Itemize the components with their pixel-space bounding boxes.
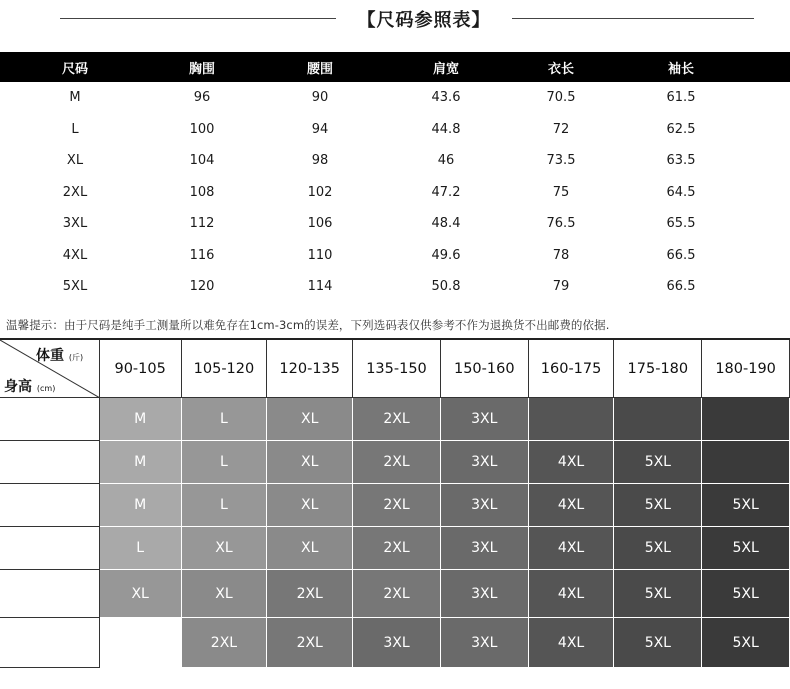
size-cell: M bbox=[100, 484, 182, 527]
size-chart-row bbox=[0, 82, 790, 114]
cell-chest: 100 bbox=[189, 121, 215, 137]
weight-col-2: 105-120 bbox=[182, 340, 268, 398]
weight-unit: (斤) bbox=[68, 353, 84, 362]
height-range-label: 175-180cm bbox=[0, 527, 100, 570]
weight-col-6: 160-175 bbox=[529, 340, 615, 398]
weight-axis-label bbox=[36, 345, 83, 365]
size-cell: 2XL bbox=[353, 570, 441, 618]
size-cell: 3XL bbox=[441, 398, 529, 441]
size-cell: 5XL bbox=[702, 527, 790, 570]
cell-length: 75 bbox=[552, 184, 570, 200]
cell-shoulder: 44.8 bbox=[431, 121, 461, 137]
cell-waist: 90 bbox=[311, 90, 329, 106]
size-chart-row bbox=[0, 114, 790, 146]
cell-waist: 98 bbox=[311, 153, 329, 169]
size-cell: 5XL bbox=[614, 441, 702, 484]
title-row bbox=[0, 0, 790, 40]
title-divider-right bbox=[512, 18, 754, 19]
size-chart-body bbox=[0, 82, 790, 303]
cell-size: L bbox=[71, 121, 79, 137]
size-cell: 5XL bbox=[614, 527, 702, 570]
cell-length: 72 bbox=[552, 121, 570, 137]
cell-sleeve: 61.5 bbox=[666, 90, 696, 106]
size-cell: XL bbox=[267, 527, 353, 570]
header-chest: 胸围 bbox=[188, 61, 215, 77]
grid-row bbox=[0, 618, 790, 668]
size-cell: 4XL bbox=[529, 570, 615, 618]
cell-waist: 114 bbox=[307, 279, 333, 295]
measurement-note: 温馨提示：由于尺码是纯手工测量所以难免存在1cm-3cm的误差，下列选码表仅供参考不作为退换货不出邮费的依据. bbox=[6, 318, 610, 332]
cell-shoulder: 47.2 bbox=[431, 184, 461, 200]
size-cell: 5XL bbox=[702, 484, 790, 527]
size-cell: 5XL bbox=[702, 618, 790, 668]
title-divider-left bbox=[60, 18, 336, 19]
size-cell: L bbox=[182, 398, 268, 441]
weight-col-5: 150-160 bbox=[441, 340, 529, 398]
cell-size: XL bbox=[66, 153, 84, 169]
cell-length: 79 bbox=[552, 279, 570, 295]
size-chart-row bbox=[0, 208, 790, 240]
cell-size: 3XL bbox=[62, 216, 88, 232]
size-cell: 5XL bbox=[614, 484, 702, 527]
weight-col-8: 180-190 bbox=[702, 340, 790, 398]
cell-size: M bbox=[69, 90, 81, 106]
cell-size: 2XL bbox=[62, 184, 88, 200]
cell-chest: 96 bbox=[193, 90, 211, 106]
size-cell: 2XL bbox=[353, 398, 441, 441]
cell-shoulder: 49.6 bbox=[431, 247, 461, 263]
header-length: 衣长 bbox=[547, 61, 574, 77]
size-cell: 3XL bbox=[441, 441, 529, 484]
height-range-label: 165-175cm bbox=[0, 484, 100, 527]
cell-shoulder: 43.6 bbox=[431, 90, 461, 106]
weight-label-text: 体重 bbox=[36, 348, 64, 364]
size-chart-row bbox=[0, 240, 790, 272]
cell-waist: 106 bbox=[307, 216, 333, 232]
cell-size: 4XL bbox=[62, 247, 88, 263]
size-cell: 5XL bbox=[614, 570, 702, 618]
cell-chest: 108 bbox=[189, 184, 215, 200]
size-cell: 3XL bbox=[441, 570, 529, 618]
grid-header-row bbox=[0, 340, 790, 398]
height-label-text: 身高 bbox=[4, 379, 32, 395]
cell-waist: 102 bbox=[307, 184, 333, 200]
weight-col-3: 120-135 bbox=[267, 340, 353, 398]
cell-sleeve: 65.5 bbox=[666, 216, 696, 232]
size-cell: 4XL bbox=[529, 618, 615, 668]
cell-shoulder: 48.4 bbox=[431, 216, 461, 232]
cell-chest: 112 bbox=[189, 216, 215, 232]
size-cell bbox=[529, 398, 615, 441]
header-shoulder: 肩宽 bbox=[432, 61, 459, 77]
size-cell: L bbox=[100, 527, 182, 570]
size-cell: 4XL bbox=[529, 484, 615, 527]
size-cell bbox=[614, 398, 702, 441]
page-title: 【尺码参照表】 bbox=[357, 10, 491, 31]
grid-row bbox=[0, 527, 790, 570]
height-range-label: 180-185cm bbox=[0, 570, 100, 618]
size-chart-row bbox=[0, 177, 790, 209]
cell-sleeve: 66.5 bbox=[666, 279, 696, 295]
cell-shoulder: 50.8 bbox=[431, 279, 461, 295]
size-cell: 3XL bbox=[441, 618, 529, 668]
cell-shoulder: 46 bbox=[437, 153, 455, 169]
cell-size: 5XL bbox=[62, 279, 88, 295]
cell-chest: 104 bbox=[189, 153, 215, 169]
grid-row bbox=[0, 484, 790, 527]
size-cell: L bbox=[182, 484, 268, 527]
size-chart-table bbox=[0, 52, 790, 303]
size-cell: L bbox=[182, 441, 268, 484]
size-chart-header bbox=[0, 52, 790, 82]
size-cell: 5XL bbox=[614, 618, 702, 668]
size-cell: XL bbox=[182, 527, 268, 570]
height-axis-label bbox=[4, 376, 55, 396]
size-cell: M bbox=[100, 398, 182, 441]
cell-length: 78 bbox=[552, 247, 570, 263]
size-cell: 2XL bbox=[353, 527, 441, 570]
height-range-label: 165-170cm bbox=[0, 441, 100, 484]
size-cell: XL bbox=[182, 570, 268, 618]
grid-row bbox=[0, 398, 790, 441]
size-chart-row bbox=[0, 271, 790, 303]
size-cell: 4XL bbox=[529, 527, 615, 570]
size-cell: 3XL bbox=[441, 527, 529, 570]
cell-sleeve: 64.5 bbox=[666, 184, 696, 200]
size-chart-row bbox=[0, 145, 790, 177]
size-recommendation-grid bbox=[0, 338, 790, 670]
cell-waist: 94 bbox=[311, 121, 329, 137]
cell-length: 76.5 bbox=[546, 216, 576, 232]
size-cell: XL bbox=[267, 484, 353, 527]
cell-length: 70.5 bbox=[546, 90, 576, 106]
size-cell: 4XL bbox=[529, 441, 615, 484]
size-cell: 2XL bbox=[182, 618, 268, 668]
size-cell: 2XL bbox=[353, 484, 441, 527]
height-range-label: 160-165cm bbox=[0, 398, 100, 441]
size-cell: 2XL bbox=[267, 570, 353, 618]
grid-corner-label bbox=[0, 340, 100, 398]
size-cell bbox=[702, 398, 790, 441]
size-cell: XL bbox=[267, 441, 353, 484]
header-waist: 腰围 bbox=[306, 61, 333, 77]
grid-row bbox=[0, 570, 790, 618]
cell-length: 73.5 bbox=[546, 153, 576, 169]
size-cell: XL bbox=[100, 570, 182, 618]
grid-row bbox=[0, 441, 790, 484]
size-cell: 3XL bbox=[441, 484, 529, 527]
cell-chest: 120 bbox=[189, 279, 215, 295]
size-cell: XL bbox=[267, 398, 353, 441]
size-cell bbox=[702, 441, 790, 484]
grid-body bbox=[0, 398, 790, 668]
weight-col-1: 90-105 bbox=[100, 340, 182, 398]
cell-chest: 116 bbox=[189, 247, 215, 263]
size-cell: 2XL bbox=[267, 618, 353, 668]
cell-sleeve: 63.5 bbox=[666, 153, 696, 169]
size-cell: 3XL bbox=[353, 618, 441, 668]
weight-col-7: 175-180 bbox=[614, 340, 702, 398]
size-cell bbox=[100, 618, 182, 668]
size-cell: M bbox=[100, 441, 182, 484]
cell-sleeve: 66.5 bbox=[666, 247, 696, 263]
height-range-label: 185-190cm bbox=[0, 618, 100, 668]
height-unit: (cm) bbox=[36, 384, 56, 393]
size-cell: 2XL bbox=[353, 441, 441, 484]
weight-col-4: 135-150 bbox=[353, 340, 441, 398]
header-size: 尺码 bbox=[61, 61, 88, 77]
size-cell: 5XL bbox=[702, 570, 790, 618]
header-sleeve: 袖长 bbox=[667, 61, 694, 77]
cell-waist: 110 bbox=[307, 247, 333, 263]
cell-sleeve: 62.5 bbox=[666, 121, 696, 137]
